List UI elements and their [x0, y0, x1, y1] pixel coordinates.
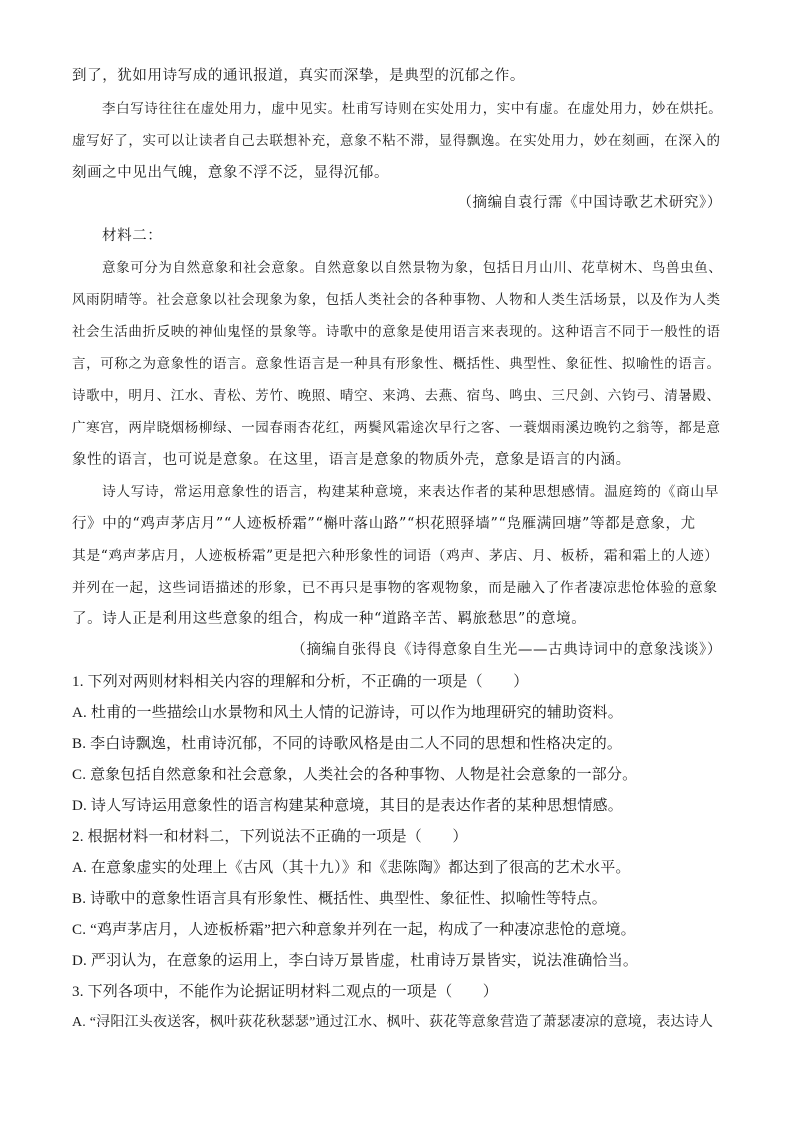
passage-line: 到了，犹如用诗写成的通讯报道，真实而深挚，是典型的沉郁之作。 [72, 68, 525, 84]
passage-line: 风雨阴晴等。社会意象以社会现象为象，包括人类社会的各种事物、人物和人类生活场景，以及作为人类 [72, 292, 721, 308]
question-1-stem: 1. 下列对两则材料相关内容的理解和分析，不正确的一项是（ ） [72, 674, 529, 690]
question-2-option-a[interactable]: A. 在意象虚实的处理上《古风（其十九）》和《悲陈陶》都达到了很高的艺术水平。 [72, 860, 631, 876]
passage-line: 虚写好了，实可以让读者自己去联想补充，意象不粘不滞，显得飘逸。在实处用力，妙在刻画，在深入的 [72, 133, 721, 149]
passage-line: 意象可分为自然意象和社会意象。自然意象以自然景物为象，包括日月山川、花草树木、鸟兽虫鱼、 [102, 260, 723, 276]
question-3-stem: 3. 下列各项中，不能作为论据证明材料二观点的一项是（ ） [72, 984, 499, 1000]
passage-line: 诗歌中，明月、江水、青松、芳竹、晚照、晴空、来鸿、去燕、宿鸟、鸣虫、三尺剑、六钧弓、清暑殿、 [72, 388, 721, 404]
passage-line: 李白写诗往往在虚处用力，虚中见实。杜甫写诗则在实处用力，实中有虚。在虚处用力，妙在烘托。 [102, 101, 723, 117]
citation-2: （摘编自张得良《诗得意象自生光——古典诗词中的意象浅谈》） [291, 642, 722, 658]
passage-line: 社会生活曲折反映的神仙鬼怪的景象等。诗歌中的意象是使用语言来表现的。这种语言不同于一般性的语 [72, 324, 721, 340]
passage-line: 诗人写诗，常运用意象性的语言，构建某种意境，来表达作者的某种思想感情。温庭筠的《商山早 [102, 484, 720, 500]
passage-line: 刻画之中见出气魄，意象不浮不泛，显得沉郁。 [72, 165, 390, 181]
passage-line: 了。诗人正是利用这些意象的组合，构成一种“道路辛苦、羁旅愁思”的意境。 [72, 611, 587, 627]
question-2-option-c[interactable]: C. “鸡声茅店月，人迹板桥霜”把六种意象并列在一起，构成了一种凄凉悲怆的意境。 [72, 922, 636, 938]
question-1-option-d[interactable]: D. 诗人写诗运用意象性的语言构建某种意境，其目的是表达作者的某种思想情感。 [72, 798, 623, 814]
passage-line: 并列在一起，这些词语描述的形象，已不再只是事物的客观物象，而是融入了作者凄凉悲怆体验的意象 [72, 580, 718, 596]
passage-line: 其是“鸡声茅店月，人迹板桥霜”更是把六种形象性的词语（鸡声、茅店、月、板桥，霜和霜上的人迹） [72, 548, 719, 564]
passage-line: 广寒宫，两岸晓烟杨柳绿、一园春雨杏花红，两鬓风霜途次早行之客、一蓑烟雨溪边晚钓之翁等，都是意 [72, 420, 721, 436]
passage-line: 言，可称之为意象性的语言。意象性语言是一种具有形象性、概括性、典型性、象征性、拟喻性的语言。 [72, 356, 721, 372]
question-2-option-d[interactable]: D. 严羽认为，在意象的运用上，李白诗万景皆虚，杜甫诗万景皆实，说法准确恰当。 [72, 953, 639, 969]
question-1-option-b[interactable]: B. 李白诗飘逸，杜甫诗沉郁，不同的诗歌风格是由二人不同的思想和性格决定的。 [72, 736, 623, 752]
citation-1: （摘编自袁行霈《中国诗歌艺术研究》） [457, 195, 722, 211]
question-1-option-a[interactable]: A. 杜甫的一些描绘山水景物和风土人情的记游诗，可以作为地理研究的辅助资料。 [72, 705, 623, 721]
question-2-stem: 2. 根据材料一和材料二，下列说法不正确的一项是（ ） [72, 829, 468, 845]
passage-line: 象性的语言，也可说是意象。在这里，语言是意象的物质外壳，意象是语言的内涵。 [72, 452, 631, 468]
material-2-heading: 材料二： [102, 228, 163, 244]
question-3-option-a[interactable]: A. “浔阳江头夜送客，枫叶荻花秋瑟瑟”通过江水、枫叶、荻花等意象营造了萧瑟凄凉的意境，表达诗人 [72, 1015, 714, 1030]
question-2-option-b[interactable]: B. 诗歌中的意象性语言具有形象性、概括性、典型性、象征性、拟喻性等特点。 [72, 891, 607, 907]
passage-line: 行》中的“鸡声茅店月”“人迹板桥霜”“槲叶落山路”“枳花照驿墙”“凫雁满回塘”等都是意象，尤 [72, 516, 696, 532]
question-1-option-c[interactable]: C. 意象包括自然意象和社会意象，人类社会的各种事物、人物是社会意象的一部分。 [72, 767, 638, 783]
